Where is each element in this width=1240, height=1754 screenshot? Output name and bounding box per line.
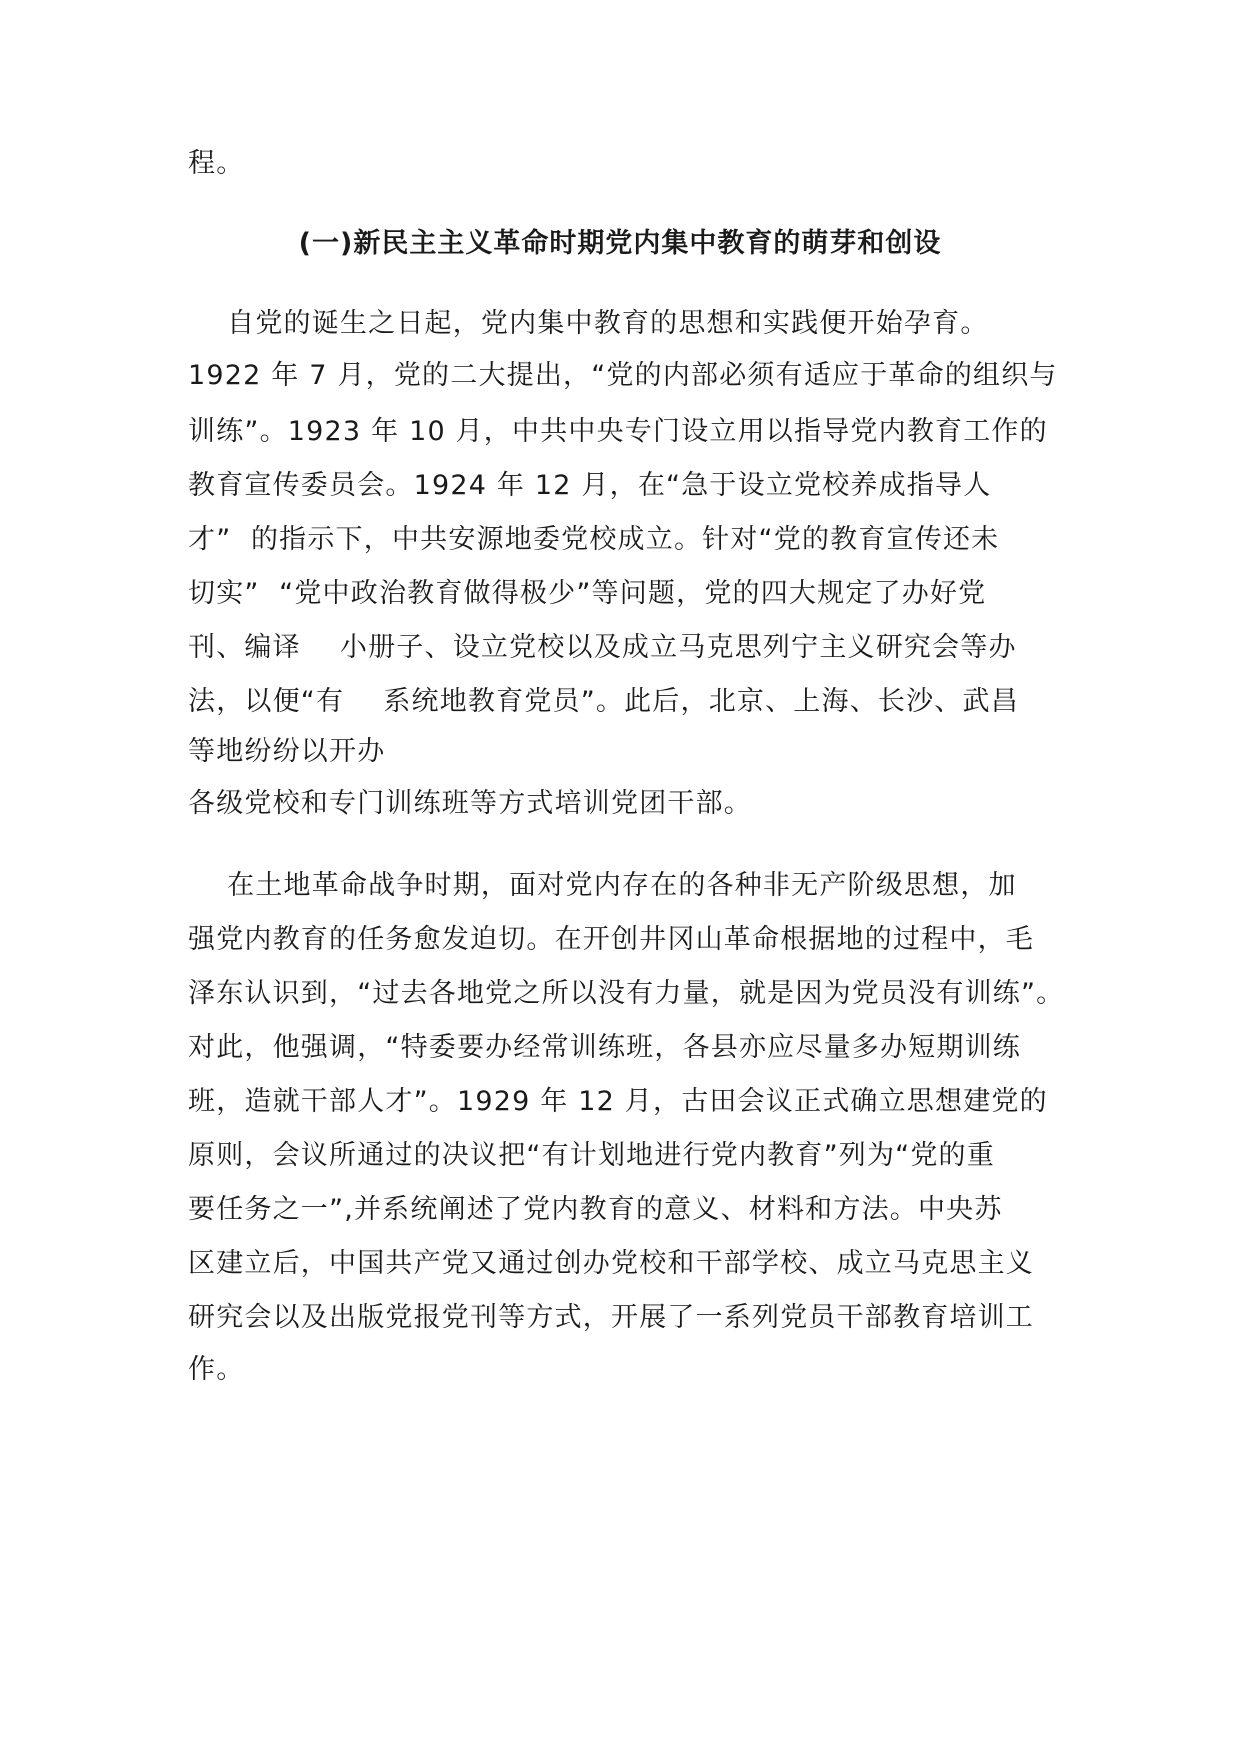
paragraph-2-line-10: 作。 <box>188 1354 245 1385</box>
paragraph-2-line-5: 班，造就干部人才”。1929 年 12 月，古田会议正式确立思想建党的 <box>188 1086 1048 1117</box>
paragraph-2-line-3: 泽东认识到，“过去各地党之所以没有力量，就是因为党员没有训练”。 <box>188 978 1065 1009</box>
paragraph-2-line-4: 对此，他强调，“特委要办经常训练班，各县亦应尽量多办短期训练 <box>188 1032 1021 1063</box>
paragraph-2-line-7: 要任务之一”,并系统阐述了党内教育的意义、材料和方法。中央苏 <box>188 1194 1003 1225</box>
paragraph-1-line-7: 刊、编译 小册子、设立党校以及成立马克思列宁主义研究会等办 <box>188 632 1017 663</box>
paragraph-1-line-4: 教育宣传委员会。1924 年 12 月，在“急于设立党校养成指导人 <box>188 470 992 501</box>
paragraph-1-line-9: 等地纷纷以开办 <box>188 736 386 767</box>
paragraph-1-line-3: 训练”。1923 年 10 月，中共中央专门设立用以指导党内教育工作的 <box>188 416 1048 447</box>
carryover-line: 程。 <box>188 148 245 179</box>
paragraph-1-line-2: 1922 年 7 月，党的二大提出，“党的内部必须有适应于革命的组织与 <box>188 360 1058 391</box>
paragraph-2-line-2: 强党内教育的任务愈发迫切。在开创井冈山革命根据地的过程中，毛 <box>188 924 1034 955</box>
paragraph-2-line-1: 在土地革命战争时期，面对党内存在的各种非无产阶级思想，加 <box>188 870 1017 901</box>
paragraph-2-line-6: 原则，会议所通过的决议把“有计划地进行党内教育”列为“党的重 <box>188 1140 995 1171</box>
paragraph-1-line-5: 才” 的指示下，中共安源地委党校成立。针对“党的教育宣传还未 <box>188 524 1000 555</box>
paragraph-2-line-9: 研究会以及出版党报党刊等方式，开展了一系列党员干部教育培训工 <box>188 1302 1034 1333</box>
paragraph-1-line-6: 切实” “党中政治教育做得极少”等问题，党的四大规定了办好党 <box>188 578 987 609</box>
paragraph-2-line-8: 区建立后，中国共产党又通过创办党校和干部学校、成立马克思主义 <box>188 1248 1034 1279</box>
section-heading: (一)新民主主义革命时期党内集中教育的萌芽和创设 <box>298 228 942 259</box>
paragraph-1-line-1: 自党的诞生之日起，党内集中教育的思想和实践便开始孕育。 <box>188 308 989 339</box>
paragraph-1-line-10: 各级党校和专门训练班等方式培训党团干部。 <box>188 788 752 819</box>
paragraph-1-line-8: 法，以便“有 系统地教育党员”。此后，北京、上海、长沙、武昌 <box>188 686 1019 717</box>
